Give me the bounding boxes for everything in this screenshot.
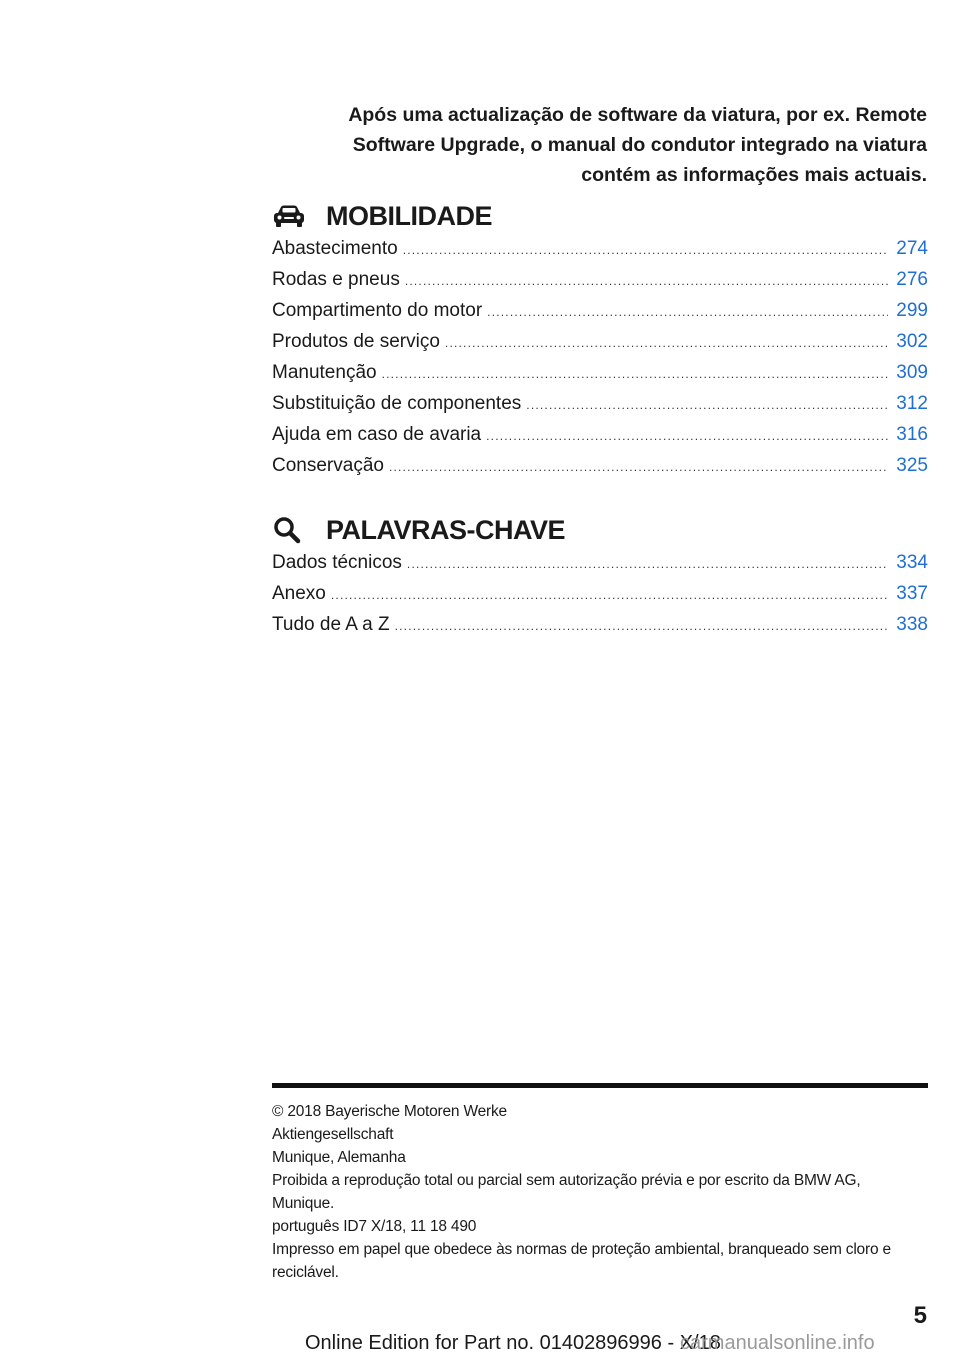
imprint-line: © 2018 Bayerische Motoren Werke bbox=[272, 1103, 507, 1120]
leader-dots bbox=[445, 336, 888, 350]
imprint-divider bbox=[272, 1083, 928, 1088]
toc-entry-label: Substituição de componentes bbox=[272, 393, 522, 414]
toc-page-link[interactable]: 299 bbox=[896, 300, 928, 321]
leader-dots bbox=[395, 619, 889, 633]
toc-page-link[interactable]: 309 bbox=[896, 362, 928, 383]
section-header-mobilidade bbox=[272, 196, 928, 236]
leader-dots bbox=[331, 588, 888, 602]
imprint-line: Impresso em papel que obedece às normas de proteção ambiental, branqueado sem cloro e bbox=[272, 1241, 891, 1258]
leader-dots bbox=[382, 367, 889, 381]
imprint-line: Munique. bbox=[272, 1195, 335, 1212]
section-header-palavras-chave bbox=[272, 510, 928, 550]
imprint-line: Munique, Alemanha bbox=[272, 1149, 406, 1166]
page-number: 5 bbox=[913, 1302, 927, 1329]
section-title: PALAVRAS-CHAVE bbox=[326, 514, 566, 545]
software-update-notice bbox=[300, 100, 927, 190]
toc-page-link[interactable]: 325 bbox=[896, 455, 928, 476]
leader-dots bbox=[487, 305, 888, 319]
imprint-line: Proibida a reprodução total ou parcial sem autorização prévia e por escrito da BMW AG, bbox=[272, 1172, 861, 1189]
toc-entry-label: Abastecimento bbox=[272, 238, 398, 259]
toc-page-link[interactable]: 338 bbox=[896, 614, 928, 635]
toc-entry[interactable] bbox=[272, 393, 928, 424]
leader-dots bbox=[486, 429, 888, 443]
search-icon bbox=[272, 515, 312, 545]
imprint-block bbox=[272, 1100, 928, 1284]
toc-entry-label: Dados técnicos bbox=[272, 552, 402, 573]
toc-entry[interactable] bbox=[272, 362, 928, 393]
edition-label: Online Edition for Part no. 01402896996 - X/18 bbox=[305, 1332, 721, 1354]
toc-entry-label: Ajuda em caso de avaria bbox=[272, 424, 482, 445]
toc-page-link[interactable]: 316 bbox=[896, 424, 928, 445]
toc-entry[interactable] bbox=[272, 424, 928, 455]
leader-dots bbox=[389, 460, 888, 474]
section-title: MOBILIDADE bbox=[326, 200, 492, 231]
toc-entry-label: Compartimento do motor bbox=[272, 300, 483, 321]
notice-line-2: Software Upgrade, o manual do condutor integrado na viatura bbox=[352, 134, 927, 156]
notice-line-1: Após uma actualização de software da viatura, por ex. Remote bbox=[348, 104, 927, 126]
toc-entry-label: Manutenção bbox=[272, 362, 377, 383]
toc-page-link[interactable]: 302 bbox=[896, 331, 928, 352]
toc-list-palavras-chave bbox=[272, 552, 928, 645]
toc-page-link[interactable]: 337 bbox=[896, 583, 928, 604]
toc-page-link[interactable]: 312 bbox=[896, 393, 928, 414]
leader-dots bbox=[526, 398, 888, 412]
watermark: carmanualsonline.info bbox=[680, 1332, 875, 1354]
toc-entry[interactable] bbox=[272, 300, 928, 331]
toc-page-link[interactable]: 274 bbox=[896, 238, 928, 259]
toc-entry-label: Anexo bbox=[272, 583, 326, 604]
toc-entry[interactable] bbox=[272, 455, 928, 486]
leader-dots bbox=[407, 557, 888, 571]
toc-entry-label: Conservação bbox=[272, 455, 384, 476]
imprint-line: português ID7 X/18, 11 18 490 bbox=[272, 1218, 477, 1235]
toc-entry-label: Rodas e pneus bbox=[272, 269, 400, 290]
toc-list-mobilidade bbox=[272, 238, 928, 486]
leader-dots bbox=[405, 274, 888, 288]
toc-entry[interactable] bbox=[272, 583, 928, 614]
car-icon bbox=[272, 201, 312, 231]
notice-line-3: contém as informações mais actuais. bbox=[581, 164, 927, 186]
toc-entry[interactable] bbox=[272, 614, 928, 645]
toc-page-link[interactable]: 276 bbox=[896, 269, 928, 290]
toc-entry-label: Produtos de serviço bbox=[272, 331, 440, 352]
toc-entry[interactable] bbox=[272, 269, 928, 300]
toc-entry-label: Tudo de A a Z bbox=[272, 614, 390, 635]
leader-dots bbox=[403, 243, 889, 257]
imprint-line: Aktiengesellschaft bbox=[272, 1126, 394, 1143]
toc-page-link[interactable]: 334 bbox=[896, 552, 928, 573]
footer bbox=[0, 1332, 960, 1362]
imprint-line: reciclável. bbox=[272, 1264, 339, 1281]
toc-entry[interactable] bbox=[272, 552, 928, 583]
toc-entry[interactable] bbox=[272, 238, 928, 269]
toc-entry[interactable] bbox=[272, 331, 928, 362]
